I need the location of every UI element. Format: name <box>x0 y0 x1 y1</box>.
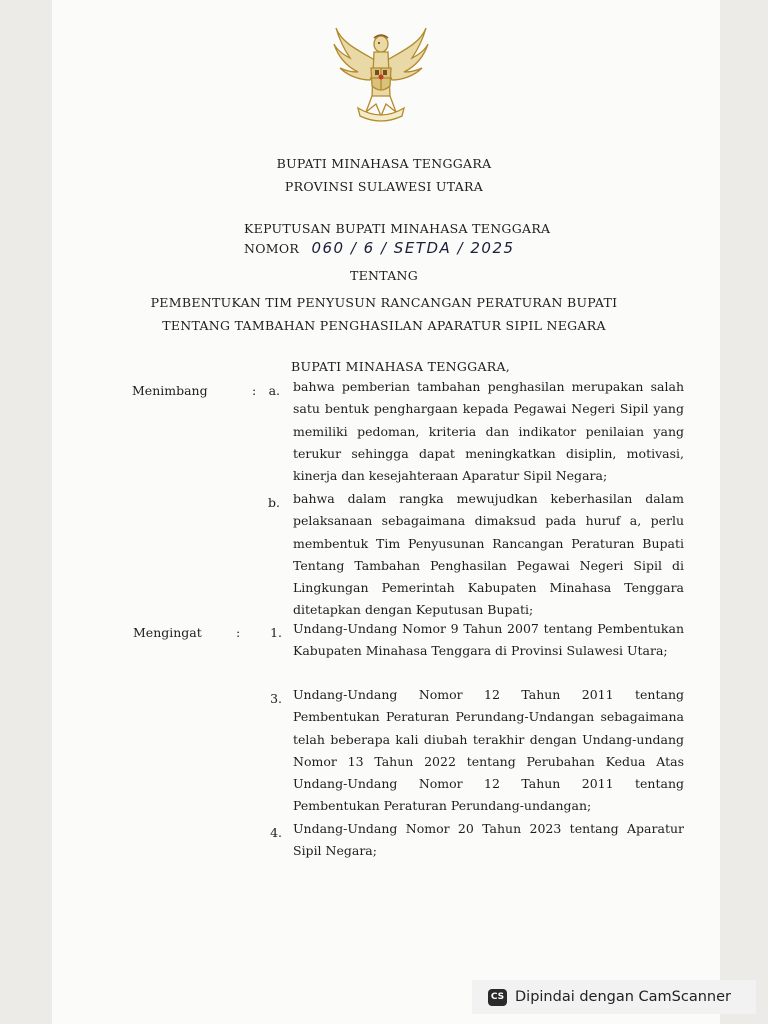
authority-line: BUPATI MINAHASA TENGGARA, <box>291 359 511 374</box>
decree-title: KEPUTUSAN BUPATI MINAHASA TENGGARA <box>244 221 551 236</box>
handwritten-number: 060 / 6 / SETDA / 2025 <box>311 239 515 257</box>
garuda-emblem-icon <box>328 22 434 124</box>
mengingat-3-text: Undang-Undang Nomor 12 Tahun 2011 tentang Pembentukan Peraturan Perundang-Undangan sebagaimana telah beberapa kali diubah terakhir dengan Undang-undang Nomor 13 Tahun 2022 tentang Perubahan Kedua Atas Undang-Undang Nomor 12 Tahun 2011 tentang Pembentukan Peraturan Perundang-undangan; <box>293 687 684 814</box>
subject-line-2: TENTANG TAMBAHAN PENGHASILAN APARATUR SIPIL NEGARA <box>162 318 606 333</box>
mengingat-colon: : <box>236 625 241 640</box>
subject-line-1: PEMBENTUKAN TIM PENYUSUN RANCANGAN PERATURAN BUPATI <box>150 295 618 310</box>
camscanner-text: Dipindai dengan CamScanner <box>515 989 732 1005</box>
menimbang-a-marker: a. <box>268 383 280 398</box>
camscanner-watermark <box>472 980 756 1014</box>
about-heading: TENTANG <box>349 268 419 283</box>
menimbang-b-text: bahwa dalam rangka mewujudkan keberhasilan dalam pelaksanaan sebagaimana dimaksud pada huruf a, perlu membentuk Tim Penyusunan Rancangan Peraturan Bupati Tentang Tambahan Penghasilan Pegawai Negeri Sipil di Lingkungan Pemerintah Kabupaten Minahasa Tenggara ditetapkan dengan Keputusan Bupati; <box>293 491 684 618</box>
mengingat-1-marker: 1. <box>270 625 282 640</box>
camscanner-logo-icon: CS <box>488 989 507 1006</box>
mengingat-4-text: Undang-Undang Nomor 20 Tahun 2023 tentang Aparatur Sipil Negara; <box>293 821 684 859</box>
menimbang-b-marker: b. <box>268 495 280 510</box>
mengingat-1-text: Undang-Undang Nomor 9 Tahun 2007 tentang Pembentukan Kabupaten Minahasa Tenggara di Provinsi Sulawesi Utara; <box>293 621 684 659</box>
menimbang-a-text: bahwa pemberian tambahan penghasilan merupakan salah satu bentuk penghargaan kepada Pegawai Negeri Sipil yang memiliki pedoman, kriteria dan indikator penilaian yang terukur sehingga dapat meningkatkan disiplin, motivasi, kinerja dan kesejahteraan Aparatur Sipil Negara; <box>293 379 684 484</box>
regent-title: BUPATI MINAHASA TENGGARA <box>276 156 492 171</box>
menimbang-colon: : <box>252 383 257 398</box>
mengingat-3-marker: 3. <box>270 691 282 706</box>
mengingat-4-marker: 4. <box>270 825 282 840</box>
decree-number-label: NOMOR <box>244 241 300 256</box>
menimbang-label: Menimbang <box>132 383 208 398</box>
mengingat-label: Mengingat <box>133 625 202 640</box>
decree-number <box>244 239 515 257</box>
province-title: PROVINSI SULAWESI UTARA <box>284 179 484 194</box>
